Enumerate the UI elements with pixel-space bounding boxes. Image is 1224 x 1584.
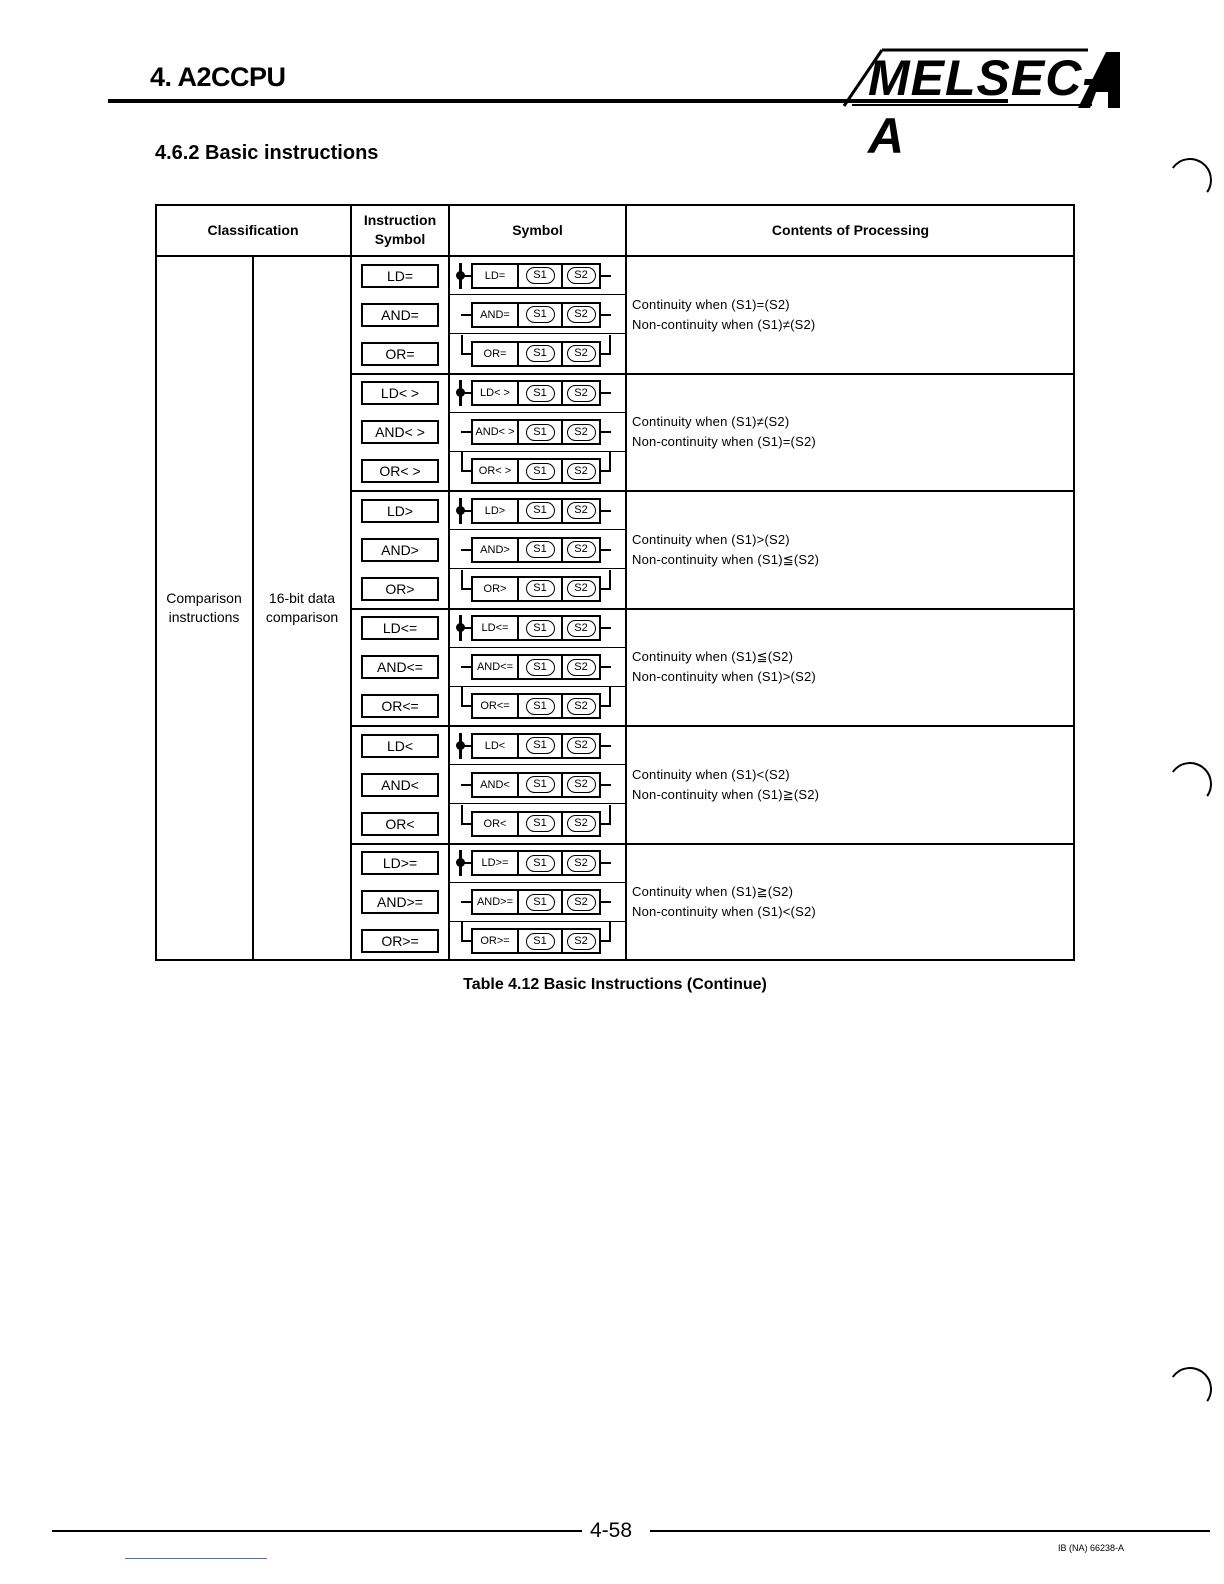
wire xyxy=(461,470,471,472)
operand-s1 xyxy=(519,382,563,404)
page-number: 4-58 xyxy=(590,1519,633,1542)
continuity-condition: Continuity when (S1)>(S2) xyxy=(632,531,790,547)
operand-s1 xyxy=(519,735,563,757)
wire xyxy=(461,745,471,747)
ladder-symbol xyxy=(453,889,623,915)
or-branch-left xyxy=(461,570,463,590)
operand-circle: S2 xyxy=(567,541,596,558)
non-continuity-condition: Non-continuity when (S1)=(S2) xyxy=(632,434,816,450)
operand-circle: S1 xyxy=(526,894,555,911)
wire xyxy=(461,862,471,864)
operand-circle: S1 xyxy=(526,815,555,832)
symbol-row-divider xyxy=(449,686,626,687)
or-branch-left xyxy=(461,335,463,355)
instruction-symbol-box: OR< xyxy=(361,812,439,836)
wire xyxy=(601,823,609,825)
operand-s1 xyxy=(519,695,563,717)
operand-s2 xyxy=(563,304,599,326)
ladder-symbol xyxy=(453,458,623,484)
instruction-symbol-box: LD>= xyxy=(361,851,439,875)
operand-circle: S1 xyxy=(526,737,555,754)
instruction-symbol-box: OR>= xyxy=(361,929,439,953)
operand-s1 xyxy=(519,343,563,365)
instruction-symbol-box: LD< > xyxy=(361,381,439,405)
wire xyxy=(461,314,471,316)
or-branch-left xyxy=(461,687,463,707)
operator-label: OR>= xyxy=(473,930,519,952)
operand-s1 xyxy=(519,539,563,561)
operand-s2 xyxy=(563,735,599,757)
operand-circle: S2 xyxy=(567,737,596,754)
logo-text: MELSEC-A xyxy=(868,50,1100,164)
wire xyxy=(601,745,611,747)
group-divider xyxy=(351,373,1075,375)
column-divider xyxy=(625,204,627,961)
operand-circle: S1 xyxy=(526,855,555,872)
or-branch-right xyxy=(609,922,611,942)
wire xyxy=(601,392,611,394)
instruction-block xyxy=(471,341,601,367)
header-instruction-symbol: Instruction Symbol xyxy=(363,212,437,247)
wire xyxy=(601,431,611,433)
melsec-logo xyxy=(838,46,1124,164)
header-classification: Classification xyxy=(207,221,299,238)
operand-circle: S2 xyxy=(567,620,596,637)
instruction-symbol-box: OR< > xyxy=(361,459,439,483)
operand-s1 xyxy=(519,774,563,796)
wire xyxy=(601,275,611,277)
operand-circle: S1 xyxy=(526,502,555,519)
operand-circle: S1 xyxy=(526,345,555,362)
continuity-condition: Continuity when (S1)≦(S2) xyxy=(632,649,794,665)
continuity-condition: Continuity when (S1)≠(S2) xyxy=(632,414,790,430)
symbol-row-divider xyxy=(449,921,626,922)
group-divider xyxy=(351,725,1075,727)
classification-label: Comparison instructions xyxy=(166,590,242,625)
operator-label: AND< xyxy=(473,774,519,796)
instruction-block xyxy=(471,302,601,328)
instruction-block xyxy=(471,576,601,602)
operator-label: OR<= xyxy=(473,695,519,717)
operand-s2 xyxy=(563,695,599,717)
instruction-symbol-box: LD> xyxy=(361,499,439,523)
footer-rule-left xyxy=(52,1530,582,1532)
wire xyxy=(461,627,471,629)
processing-contents xyxy=(632,295,815,335)
operator-label: LD> xyxy=(473,500,519,522)
instruction-symbol-box: AND< > xyxy=(361,420,439,444)
operator-label: AND< > xyxy=(473,421,519,443)
symbol-row-divider xyxy=(449,568,626,569)
binder-hole-bottom xyxy=(1165,1364,1216,1415)
or-branch-left xyxy=(461,452,463,472)
instruction-block xyxy=(471,928,601,954)
operand-circle: S1 xyxy=(526,620,555,637)
symbol-row-divider xyxy=(449,412,626,413)
ladder-symbol xyxy=(453,380,623,406)
operand-circle: S2 xyxy=(567,815,596,832)
processing-contents xyxy=(632,882,816,922)
operand-s1 xyxy=(519,852,563,874)
ladder-symbol xyxy=(453,419,623,445)
chapter-title: 4. A2CCPU xyxy=(150,62,286,92)
instruction-symbol-box: AND>= xyxy=(361,890,439,914)
wire xyxy=(601,549,611,551)
group-divider xyxy=(351,490,1075,492)
ladder-symbol xyxy=(453,341,623,367)
operator-label: LD<= xyxy=(473,617,519,639)
or-branch-left xyxy=(461,805,463,825)
instruction-symbol-box: LD= xyxy=(361,264,439,288)
processing-contents xyxy=(632,412,816,452)
processing-contents xyxy=(632,765,819,805)
processing-contents xyxy=(632,530,819,570)
wire xyxy=(601,705,609,707)
instruction-block xyxy=(471,850,601,876)
operand-s2 xyxy=(563,930,599,952)
instruction-block xyxy=(471,458,601,484)
instruction-block xyxy=(471,733,601,759)
wire xyxy=(461,275,471,277)
operand-s2 xyxy=(563,460,599,482)
operand-s2 xyxy=(563,421,599,443)
ladder-symbol xyxy=(453,615,623,641)
symbol-row-divider xyxy=(449,451,626,452)
operand-s2 xyxy=(563,656,599,678)
operand-circle: S1 xyxy=(526,267,555,284)
operator-label: OR< xyxy=(473,813,519,835)
instruction-symbol-box: OR> xyxy=(361,577,439,601)
column-divider xyxy=(350,204,352,961)
symbol-row-divider xyxy=(449,803,626,804)
operator-label: AND> xyxy=(473,539,519,561)
operand-s1 xyxy=(519,813,563,835)
ladder-symbol xyxy=(453,576,623,602)
wire xyxy=(601,510,611,512)
operand-s2 xyxy=(563,500,599,522)
ladder-symbol xyxy=(453,733,623,759)
operand-s1 xyxy=(519,460,563,482)
operand-s1 xyxy=(519,500,563,522)
ladder-symbol xyxy=(453,928,623,954)
wire xyxy=(461,588,471,590)
operator-label: OR= xyxy=(473,343,519,365)
non-continuity-condition: Non-continuity when (S1)≧(S2) xyxy=(632,786,820,802)
non-continuity-condition: Non-continuity when (S1)<(S2) xyxy=(632,904,816,920)
operand-circle: S1 xyxy=(526,424,555,441)
operand-circle: S2 xyxy=(567,659,596,676)
symbol-row-divider xyxy=(449,764,626,765)
wire xyxy=(601,470,609,472)
operand-circle: S1 xyxy=(526,385,555,402)
wire xyxy=(461,392,471,394)
symbol-row-divider xyxy=(449,882,626,883)
ladder-symbol xyxy=(453,772,623,798)
operand-s2 xyxy=(563,539,599,561)
non-continuity-condition: Non-continuity when (S1)>(S2) xyxy=(632,669,816,685)
wire xyxy=(461,510,471,512)
instruction-symbol-box: AND= xyxy=(361,303,439,327)
group-divider xyxy=(351,843,1075,845)
operator-label: LD< xyxy=(473,735,519,757)
operand-circle: S2 xyxy=(567,698,596,715)
operand-circle: S2 xyxy=(567,345,596,362)
wire xyxy=(461,705,471,707)
operand-circle: S1 xyxy=(526,306,555,323)
operator-label: LD>= xyxy=(473,852,519,874)
operand-s1 xyxy=(519,617,563,639)
instruction-block xyxy=(471,615,601,641)
wire xyxy=(601,940,609,942)
subclass-label: 16-bit data comparison xyxy=(265,590,339,625)
operand-s1 xyxy=(519,304,563,326)
instruction-symbol-box: AND> xyxy=(361,538,439,562)
ladder-symbol xyxy=(453,811,623,837)
footer-link-underline xyxy=(125,1558,267,1559)
symbol-row-divider xyxy=(449,529,626,530)
operand-circle: S1 xyxy=(526,776,555,793)
instruction-symbol-box: LD< xyxy=(361,734,439,758)
ladder-symbol xyxy=(453,537,623,563)
processing-contents xyxy=(632,647,816,687)
operand-s2 xyxy=(563,617,599,639)
operand-circle: S2 xyxy=(567,776,596,793)
operand-circle: S1 xyxy=(526,580,555,597)
ladder-symbol xyxy=(453,850,623,876)
header-divider xyxy=(155,255,1075,257)
operand-s1 xyxy=(519,656,563,678)
document-id: IB (NA) 66238-A xyxy=(1058,1543,1125,1553)
wire xyxy=(601,588,609,590)
wire xyxy=(601,627,611,629)
operator-label: AND= xyxy=(473,304,519,326)
operand-s2 xyxy=(563,265,599,287)
or-branch-right xyxy=(609,335,611,355)
instruction-block xyxy=(471,419,601,445)
operator-label: OR< > xyxy=(473,460,519,482)
operand-s1 xyxy=(519,930,563,952)
operand-s2 xyxy=(563,382,599,404)
operand-circle: S1 xyxy=(526,659,555,676)
ladder-symbol xyxy=(453,302,623,328)
non-continuity-condition: Non-continuity when (S1)≠(S2) xyxy=(632,316,816,332)
operand-circle: S2 xyxy=(567,306,596,323)
operand-circle: S2 xyxy=(567,894,596,911)
operand-s2 xyxy=(563,774,599,796)
symbol-row-divider xyxy=(449,333,626,334)
wire xyxy=(461,666,471,668)
wire xyxy=(461,784,471,786)
operand-s2 xyxy=(563,852,599,874)
instruction-block xyxy=(471,693,601,719)
instruction-symbol-box: OR= xyxy=(361,342,439,366)
operand-circle: S1 xyxy=(526,541,555,558)
operand-circle: S2 xyxy=(567,267,596,284)
operator-label: LD< > xyxy=(473,382,519,404)
instruction-block xyxy=(471,811,601,837)
footer-rule-right xyxy=(650,1530,1210,1532)
instruction-block xyxy=(471,537,601,563)
operand-circle: S2 xyxy=(567,855,596,872)
instruction-symbol-box: AND<= xyxy=(361,655,439,679)
header-contents: Contents of Processing xyxy=(771,221,930,238)
wire xyxy=(461,549,471,551)
operand-circle: S2 xyxy=(567,463,596,480)
symbol-row-divider xyxy=(449,647,626,648)
non-continuity-condition: Non-continuity when (S1)≦(S2) xyxy=(632,551,820,567)
operator-label: OR> xyxy=(473,578,519,600)
operand-s2 xyxy=(563,343,599,365)
instruction-symbol-box: LD<= xyxy=(361,616,439,640)
ladder-symbol xyxy=(453,498,623,524)
or-branch-right xyxy=(609,570,611,590)
operand-s2 xyxy=(563,578,599,600)
operand-circle: S1 xyxy=(526,698,555,715)
operand-s1 xyxy=(519,421,563,443)
instruction-symbol-box: OR<= xyxy=(361,694,439,718)
instruction-block xyxy=(471,498,601,524)
header-symbol: Symbol xyxy=(512,221,563,238)
operand-s2 xyxy=(563,891,599,913)
continuity-condition: Continuity when (S1)≧(S2) xyxy=(632,884,794,900)
operand-s1 xyxy=(519,265,563,287)
wire xyxy=(601,353,609,355)
wire xyxy=(461,901,471,903)
table-caption: Table 4.12 Basic Instructions (Continue) xyxy=(463,976,767,993)
binder-hole-top xyxy=(1165,155,1216,206)
column-divider xyxy=(448,204,450,961)
instruction-block xyxy=(471,263,601,289)
wire xyxy=(601,784,611,786)
operator-label: AND>= xyxy=(473,891,519,913)
wire xyxy=(601,314,611,316)
operand-s1 xyxy=(519,891,563,913)
operator-label: AND<= xyxy=(473,656,519,678)
operand-circle: S1 xyxy=(526,933,555,950)
instruction-block xyxy=(471,654,601,680)
ladder-symbol xyxy=(453,654,623,680)
operator-label: LD= xyxy=(473,265,519,287)
wire xyxy=(601,901,611,903)
continuity-condition: Continuity when (S1)<(S2) xyxy=(632,766,790,782)
operand-s1 xyxy=(519,578,563,600)
operand-circle: S2 xyxy=(567,424,596,441)
or-branch-right xyxy=(609,452,611,472)
wire xyxy=(601,862,611,864)
wire xyxy=(601,666,611,668)
or-branch-right xyxy=(609,687,611,707)
instruction-block xyxy=(471,380,601,406)
instruction-block xyxy=(471,772,601,798)
ladder-symbol xyxy=(453,693,623,719)
ladder-symbol xyxy=(453,263,623,289)
wire xyxy=(461,940,471,942)
group-divider xyxy=(351,608,1075,610)
instruction-block xyxy=(471,889,601,915)
section-title: 4.6.2 Basic instructions xyxy=(155,142,379,164)
instruction-symbol-box: AND< xyxy=(361,773,439,797)
operand-circle: S2 xyxy=(567,580,596,597)
operand-circle: S2 xyxy=(567,385,596,402)
or-branch-right xyxy=(609,805,611,825)
continuity-condition: Continuity when (S1)=(S2) xyxy=(632,296,790,312)
operand-circle: S1 xyxy=(526,463,555,480)
symbol-row-divider xyxy=(449,294,626,295)
wire xyxy=(461,823,471,825)
operand-circle: S2 xyxy=(567,933,596,950)
binder-hole-middle xyxy=(1165,759,1216,810)
wire xyxy=(461,431,471,433)
or-branch-left xyxy=(461,922,463,942)
operand-s2 xyxy=(563,813,599,835)
operand-circle: S2 xyxy=(567,502,596,519)
wire xyxy=(461,353,471,355)
